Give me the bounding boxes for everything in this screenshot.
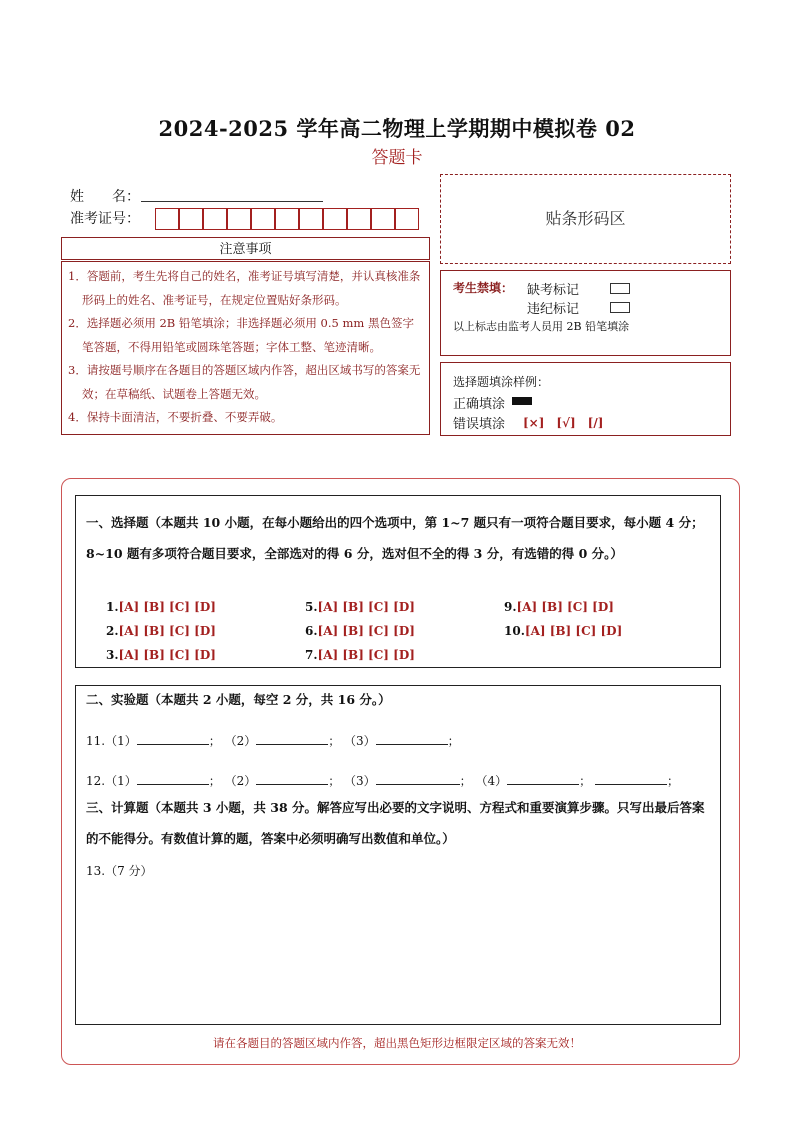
id-digit-cell[interactable] [299, 208, 323, 230]
name-label: 姓 名： [70, 189, 140, 205]
answer-blank[interactable] [376, 732, 448, 745]
section-lab-heading: 二、实验题（本题共 2 小题，每空 2 分，共 16 分。） [86, 692, 391, 707]
id-digit-cell[interactable] [155, 208, 179, 230]
answer-blank[interactable] [137, 772, 209, 785]
answer-blank[interactable] [137, 732, 209, 745]
notice-box [61, 261, 430, 435]
notice-item: 2．选择题必须用 2B 铅笔填涂；非选择题必须用 0.5 mm 黑色签字笔答题，不得用铅笔或圆珠笔答题；字体工整、笔迹清晰。 [68, 316, 414, 354]
question-6[interactable]: 6.[A] [B] [C] [D] [305, 624, 415, 638]
answer-blank[interactable] [595, 772, 667, 785]
barcode-area: 贴条形码区 [440, 174, 731, 264]
question-5[interactable]: 5.[A] [B] [C] [D] [305, 600, 415, 614]
id-digit-cell[interactable] [395, 208, 419, 230]
question-2[interactable]: 2.[A] [B] [C] [D] [106, 624, 216, 638]
id-digit-cell[interactable] [251, 208, 275, 230]
question-13-label: 13.（7 分） [86, 864, 153, 878]
violation-label: 违纪标记 [527, 302, 580, 317]
question-1[interactable]: 1.[A] [B] [C] [D] [106, 600, 216, 614]
fill-sample-box [440, 362, 731, 436]
notice-heading: 注意事项 [61, 237, 430, 260]
id-digit-cell[interactable] [275, 208, 299, 230]
forbidden-label: 考生禁填： [453, 281, 514, 295]
question-11: 11.（1） ； （2） ； （3） ； [86, 734, 460, 748]
id-label: 准考证号： [70, 211, 140, 227]
id-digit-cell[interactable] [323, 208, 347, 230]
answer-blank[interactable] [376, 772, 460, 785]
notice-item: 4．保持卡面清洁，不要折叠、不要弄破。 [68, 410, 283, 424]
id-digit-cell[interactable] [179, 208, 203, 230]
notice-item: 1．答题前，考生先将自己的姓名，准考证号填写清楚，并认真核准条形码上的姓名、准考证号，在规定位置贴好条形码。 [68, 269, 421, 307]
question-12: 12.（1） ； （2） ； （3） ； （4） ； ； [86, 774, 679, 788]
question-3[interactable]: 3.[A] [B] [C] [D] [106, 648, 216, 662]
violation-mark-box[interactable] [610, 302, 630, 313]
absent-label: 缺考标记 [527, 283, 580, 298]
section-calc-heading: 三、计算题（本题共 3 小题，共 38 分。解答应写出必要的文字说明、方程式和重要演算步骤。只写出最后答案的不能得分。有数值计算的题，答案中必须明确写出数值和单位。） [86, 800, 705, 846]
filled-mark-icon [512, 397, 532, 405]
footer-warning: 请在各题目的答题区域内作答，超出黑色矩形边框限定区域的答案无效！ [213, 1036, 581, 1050]
section-choice-heading: 一、选择题（本题共 10 小题，在每小题给出的四个选项中，第 1~7 题只有一项符合题目要求，每小题 4 分；8~10 题有多项符合题目要求，全部选对的得 6 分，选对但不全的得 3 分，有选错的得 0 分。） [86, 515, 704, 561]
id-digit-cell[interactable] [371, 208, 395, 230]
forbidden-note: 以上标志由监考人员用 2B 铅笔填涂 [453, 320, 630, 333]
id-digit-cell[interactable] [227, 208, 251, 230]
answer-blank[interactable] [256, 732, 328, 745]
correct-fill-label: 正确填涂 [453, 397, 506, 412]
page-subtitle: 答题卡 [371, 148, 423, 168]
question-7[interactable]: 7.[A] [B] [C] [D] [305, 648, 415, 662]
question-10[interactable]: 10.[A] [B] [C] [D] [504, 624, 623, 638]
page-title: 2024-2025 学年高二物理上学期期中模拟卷 02 [158, 116, 636, 141]
forbidden-box [440, 270, 731, 356]
absent-mark-box[interactable] [610, 283, 630, 294]
fill-sample-label: 选择题填涂样例： [453, 375, 550, 389]
name-field[interactable] [141, 186, 323, 202]
question-13-answer-area[interactable] [86, 882, 712, 1016]
id-digit-cell[interactable] [203, 208, 227, 230]
notice-item: 3．请按题号顺序在各题目的答题区域内作答，超出区域书写的答案无效；在草稿纸、试题卷上答题无效。 [68, 363, 421, 401]
answer-blank[interactable] [507, 772, 579, 785]
wrong-fill-label: 错误填涂 [453, 417, 506, 432]
id-number-field[interactable] [155, 208, 420, 230]
wrong-fill-marks: [×] [√] [/] [523, 416, 604, 430]
id-digit-cell[interactable] [347, 208, 371, 230]
section-choice [75, 495, 721, 668]
section-lab-calc [75, 685, 721, 1025]
question-9[interactable]: 9.[A] [B] [C] [D] [504, 600, 614, 614]
answer-blank[interactable] [256, 772, 328, 785]
